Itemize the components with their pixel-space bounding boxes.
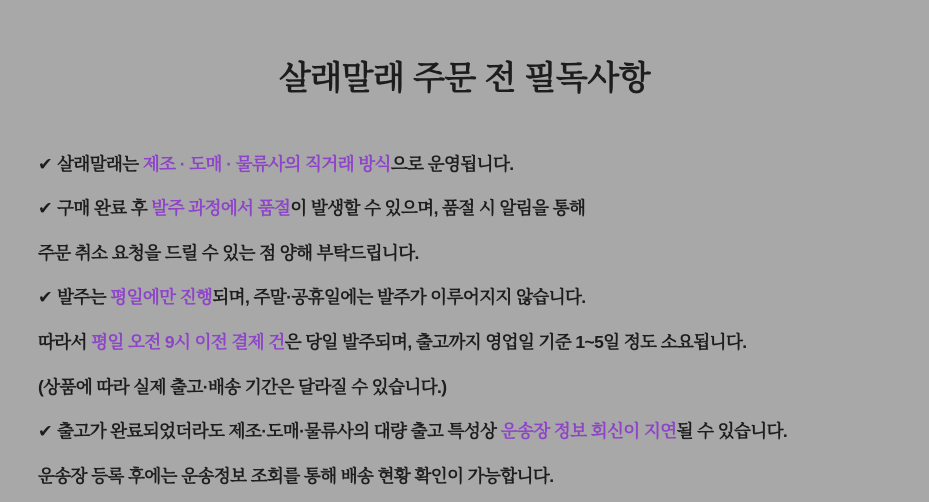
highlighted-text: 평일 오전 9시 이전 결제 건 [91, 332, 285, 352]
notice-bullet-line [38, 284, 905, 311]
notice-continuation-line [38, 374, 905, 401]
notice-text: 될 수 있습니다. [676, 421, 788, 442]
notice-bullet-line [38, 195, 905, 222]
check-icon: ✔ [38, 421, 53, 442]
page-title: 살래말래 주문 전 필독사항 [278, 59, 651, 96]
notice-text: (상품에 따라 실제 출고·배송 기간은 달라질 수 있습니다.) [38, 376, 447, 397]
notice-text: 출고가 완료되었더라도 제조·도매·물류사의 대량 출고 특성상 [57, 421, 501, 442]
notice-text: 구매 완료 후 [57, 198, 152, 219]
check-icon: ✔ [38, 153, 53, 174]
notice-text: 발주는 [57, 287, 111, 308]
highlighted-text: 평일에만 진행 [110, 287, 213, 308]
notice-text: 운송장 등록 후에는 운송정보 조회를 통해 배송 현황 확인이 가능합니다. [38, 465, 554, 486]
notice-continuation-line [38, 463, 905, 490]
notice-continuation-line [38, 329, 905, 356]
check-icon: ✔ [38, 198, 53, 219]
notice-text: 되며, 주말·공휴일에는 발주가 이루어지지 않습니다. [212, 287, 586, 308]
notice-continuation-line [38, 240, 905, 267]
highlighted-text: 제조 · 도매 · 물류사의 직거래 방식 [142, 153, 391, 174]
notice-text: 으로 운영됩니다. [390, 153, 514, 174]
notice-text: 주문 취소 요청을 드릴 수 있는 점 양해 부탁드립니다. [38, 242, 419, 263]
notice-body [24, 133, 905, 498]
check-icon: ✔ [38, 287, 53, 308]
notice-bullet-line [38, 418, 905, 445]
notice-text: 살래말래는 [57, 153, 143, 174]
notice-text: 이 발생할 수 있으며, 품절 시 알림을 통해 [290, 198, 586, 219]
notice-text: 따라서 [38, 332, 92, 352]
highlighted-text: 운송장 정보 회신이 지연 [500, 421, 677, 442]
notice-bullet-line [38, 151, 905, 178]
notice-text: 은 당일 발주되며, 출고까지 영업일 기준 1~5일 정도 소요됩니다. [284, 332, 747, 352]
highlighted-text: 발주 과정에서 품절 [151, 198, 291, 219]
